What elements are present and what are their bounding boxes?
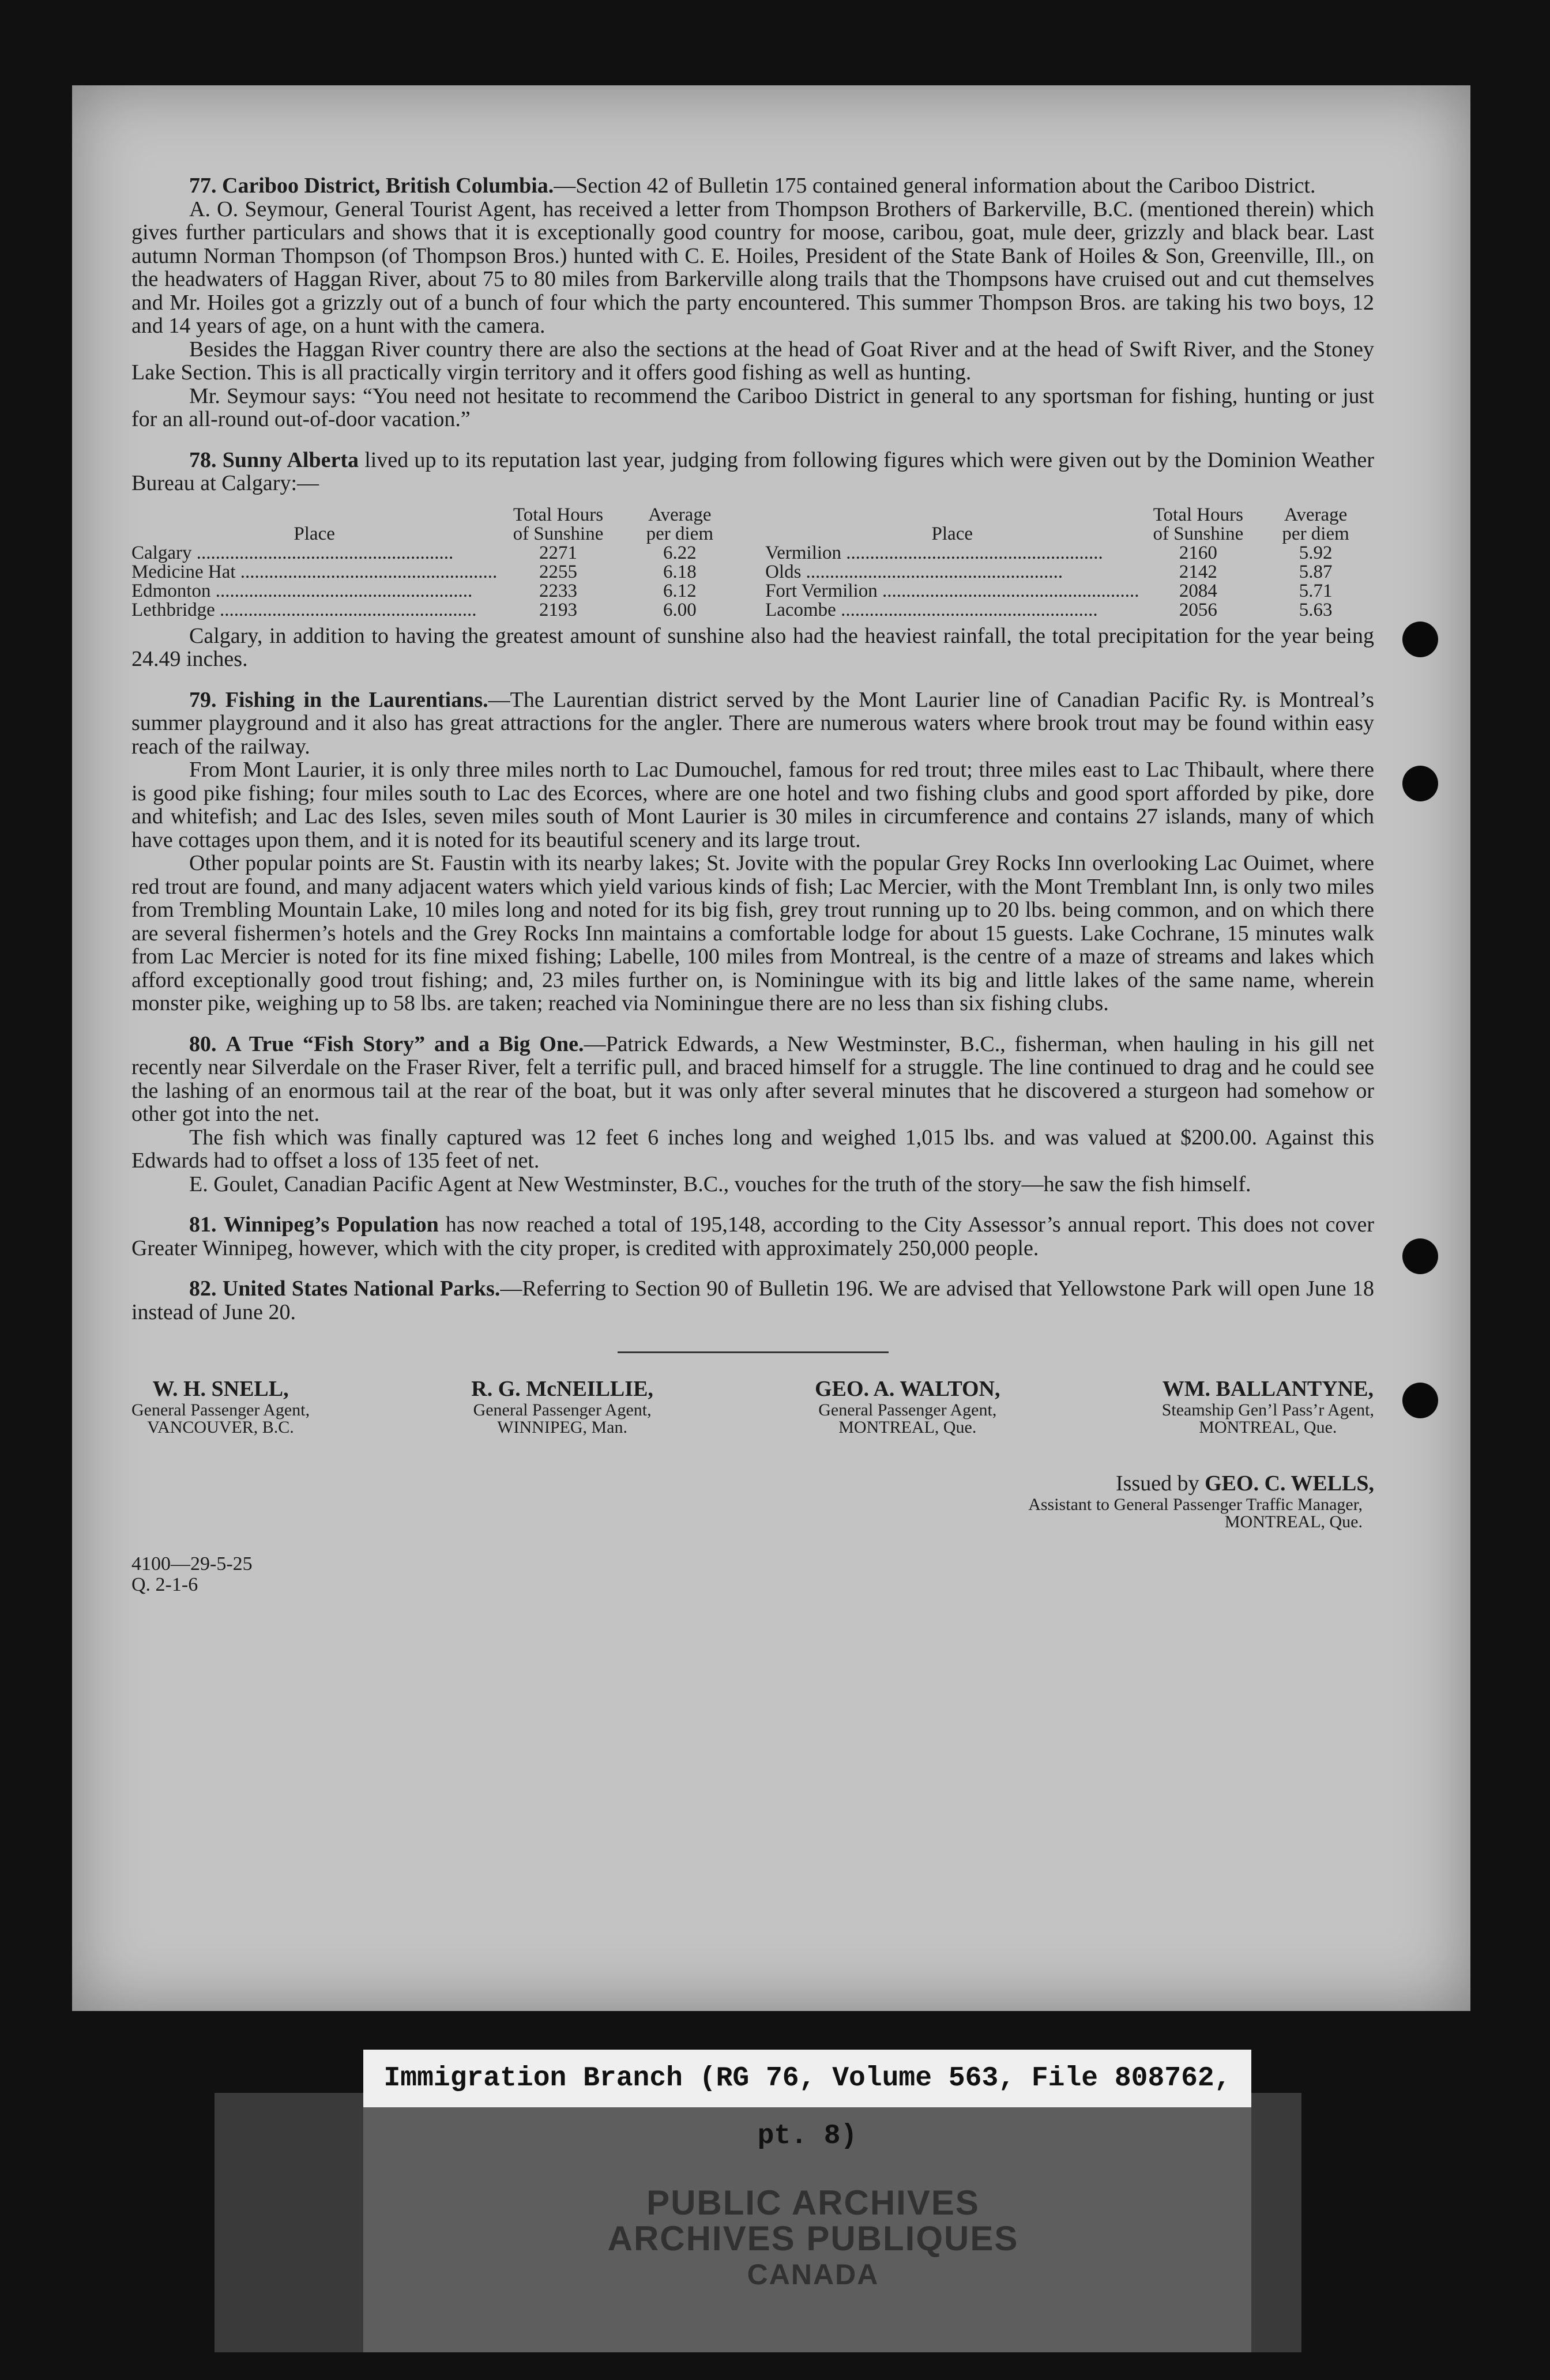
sunshine-table-left xyxy=(131,506,740,620)
sunshine-table-right xyxy=(765,506,1374,620)
signatory: R. G. McNEILLIE, General Passenger Agent, WINNIPEG, Man. xyxy=(471,1377,653,1437)
paragraph: A. O. Seymour, General Tourist Agent, has received a letter from Thompson Brothers of Barkerville, B.C. (mentioned therein) which gives further particulars and shows that it is exceptionally good country for moose, caribou, goat, mule deer, grizzly and black bear. Last autumn Norman Thompson (of Thompson Bros.) hunted with C. E. Hoiles, President of the State Bank of Hoiles & Son, Greenville, Ill., on the headwaters of Haggan River, about 75 to 80 miles from Barkerville along trails that the Thompsons have cruised out and cut themselves and Mr. Hoiles got a grizzly out of a bunch of four which the party encountered. This summer Thompson Bros. are taking his two boys, 12 and 14 years of age, on a hunt with the camera. xyxy=(131,197,1374,338)
section-77-heading: Cariboo District, British Columbia. xyxy=(222,174,554,198)
signatory: WM. BALLANTYNE, Steamship Gen’l Pass’r Agent, MONTREAL, Que. xyxy=(1161,1377,1374,1437)
signatory: GEO. A. WALTON, General Passenger Agent, MONTREAL, Que. xyxy=(815,1377,1000,1437)
table-row: Medicine Hat ..... 2255 6.18 xyxy=(131,563,740,582)
section-79-heading: Fishing in the Laurentians. xyxy=(225,687,488,712)
paragraph: Mr. Seymour says: “You need not hesitate to recommend the Cariboo District in general to any sportsman for fishing, hunting or just for an all-round out-of-door vacation.” xyxy=(131,383,1374,431)
section-81: 81. Winnipeg’s Population has now reached a total of 195,148, according to the City Assessor’s annual report. This does not cover Greater Winnipeg, however, which with the city proper, is credited with approximately 250,000 people. xyxy=(131,1212,1375,1260)
divider xyxy=(618,1351,889,1353)
archives-stamp: PUBLIC ARCHIVES ARCHIVES PUBLIQUES CANADA xyxy=(607,2183,1019,2291)
table-row: Edmonton ..... 2233 6.12 xyxy=(131,582,740,601)
table-row: Calgary ..... 2271 6.22 xyxy=(131,544,740,563)
paragraph: Calgary, in addition to having the greatest amount of sunshine also had the heaviest rainfall, the total precipitation for the year being 24.49 inches. xyxy=(131,623,1374,671)
section-80-heading: A True “Fish Story” and a Big One. xyxy=(225,1031,584,1056)
section-82: 82. United States National Parks.—Referring to Section 90 of Bulletin 196. We are advised that Yellowstone Park will open June 18 instead of June 20. xyxy=(131,1276,1375,1324)
table-row: Lacombe ..... 2056 5.63 xyxy=(765,601,1374,620)
section-81-heading: Winnipeg’s Population xyxy=(223,1212,439,1237)
table-row: Olds ..... 2142 5.87 xyxy=(765,563,1374,582)
punch-hole xyxy=(1402,1383,1438,1418)
section-79: 79. Fishing in the Laurentians.—The Laurentian district served by the Mont Laurier line of Canadian Pacific Ry. is Montreal’s summer playground and it also has great attractions for the angler. There are numerous waters where brook trout may be found within easy reach of the railway. xyxy=(131,687,1374,759)
table-row: Lethbridge ..... 2193 6.00 xyxy=(131,601,740,620)
section-77: 77. Cariboo District, British Columbia.—Section 42 of Bulletin 175 contained general information about the Cariboo District. xyxy=(189,174,1316,198)
section-80: 80. A True “Fish Story” and a Big One.—Patrick Edwards, a New Westminster, B.C., fisherman, when hauling in his gill net recently near Silverdale on the Fraser River, felt a terrific pull, and braced himself for a struggle. The line continued to drag and he could see the lashing of an enormous tail at the rear of the boat, but it was only after several minutes that he discovered a sturgeon had somehow or other got into the net. xyxy=(131,1031,1375,1126)
paragraph: The fish which was finally captured was 12 feet 6 inches long and weighed 1,015 lbs. and was valued at $200.00. Against this Edwards had to offset a loss of 135 feet of net. xyxy=(131,1125,1374,1173)
signatories xyxy=(131,1376,1374,1436)
table-row: Vermilion ..... 2160 5.92 xyxy=(765,544,1374,563)
bulletin-content xyxy=(131,105,1374,1595)
section-78: 78. Sunny Alberta lived up to its reputation last year, judging from following figures which were given out by the Dominion Weather Bureau at Calgary:— xyxy=(131,447,1374,495)
paragraph: E. Goulet, Canadian Pacific Agent at New Westminster, B.C., vouches for the truth of the story—he saw the fish himself. xyxy=(189,1172,1251,1196)
section-78-heading: Sunny Alberta xyxy=(222,447,359,472)
issued-by: Issued by GEO. C. WELLS, Assistant to General Passenger Traffic Manager, MONTREAL, Que. xyxy=(1028,1471,1374,1531)
table-row: Fort Vermilion ..... 2084 5.71 xyxy=(765,582,1374,601)
archive-reference-label: Immigration Branch (RG 76, Volume 563, File 808762, pt. 8) xyxy=(363,2050,1251,2107)
table-header: Place Total Hours of Sunshine Average per diem xyxy=(931,504,1349,544)
paragraph: From Mont Laurier, it is only three miles north to Lac Dumouchel, famous for red trout; three miles east to Lac Thibault, where there is good pike fishing; four miles south to Lac des Ecorces, where are one hotel and two fishing clubs and good sport afforded by pike, dore and whitefish; and Lac des Isles, seven miles south of Mont Laurier is 30 miles in circumference and contains 27 islands, many of which have cottages upon them, and it is noted for its beautiful scenery and its large trout. xyxy=(131,758,1374,852)
paragraph: Besides the Haggan River country there are also the sections at the head of Goat River and at the head of Swift River, and the Stoney Lake Section. This is all practically virgin territory and it offers good fishing as well as hunting. xyxy=(131,337,1374,385)
punch-hole xyxy=(1402,1238,1438,1274)
paragraph: Other popular points are St. Faustin with its nearby lakes; St. Jovite with the popular Grey Rocks Inn overlooking Lac Ouimet, where red trout are found, and many adjacent waters which yield various kinds of fish; Lac Mercier, with the Mont Tremblant Inn, is only two miles from Trembling Mountain Lake, 10 miles long and noted for its big fish, grey trout running up to 20 lbs. being common, and on which there are several fishermen’s hotels and the Grey Rocks Inn maintains a comfortable lodge for about 15 guests. Lake Cochrane, 15 minutes walk from Lac Mercier is noted for its fine mixed fishing; Labelle, 100 miles from Montreal, is the centre of a maze of streams and lakes which afford exceptionally good trout fishing; and, 23 miles further on, is Nominingue with its big and little lakes of the same name, wherein monster pike, weighing up to 58 lbs. are taken; reached via Nominingue there are no less than six fishing clubs. xyxy=(131,851,1374,1015)
punch-hole xyxy=(1402,766,1438,801)
sunshine-table xyxy=(131,506,1374,620)
print-codes: 4100—29-5-25 Q. 2-1-6 xyxy=(131,1553,253,1595)
section-82-heading: United States National Parks. xyxy=(222,1276,501,1301)
table-header: Place Total Hours of Sunshine Average per diem xyxy=(294,504,713,544)
signatory: W. H. SNELL, General Passenger Agent, VANCOUVER, B.C. xyxy=(131,1377,310,1437)
punch-hole xyxy=(1402,622,1438,657)
